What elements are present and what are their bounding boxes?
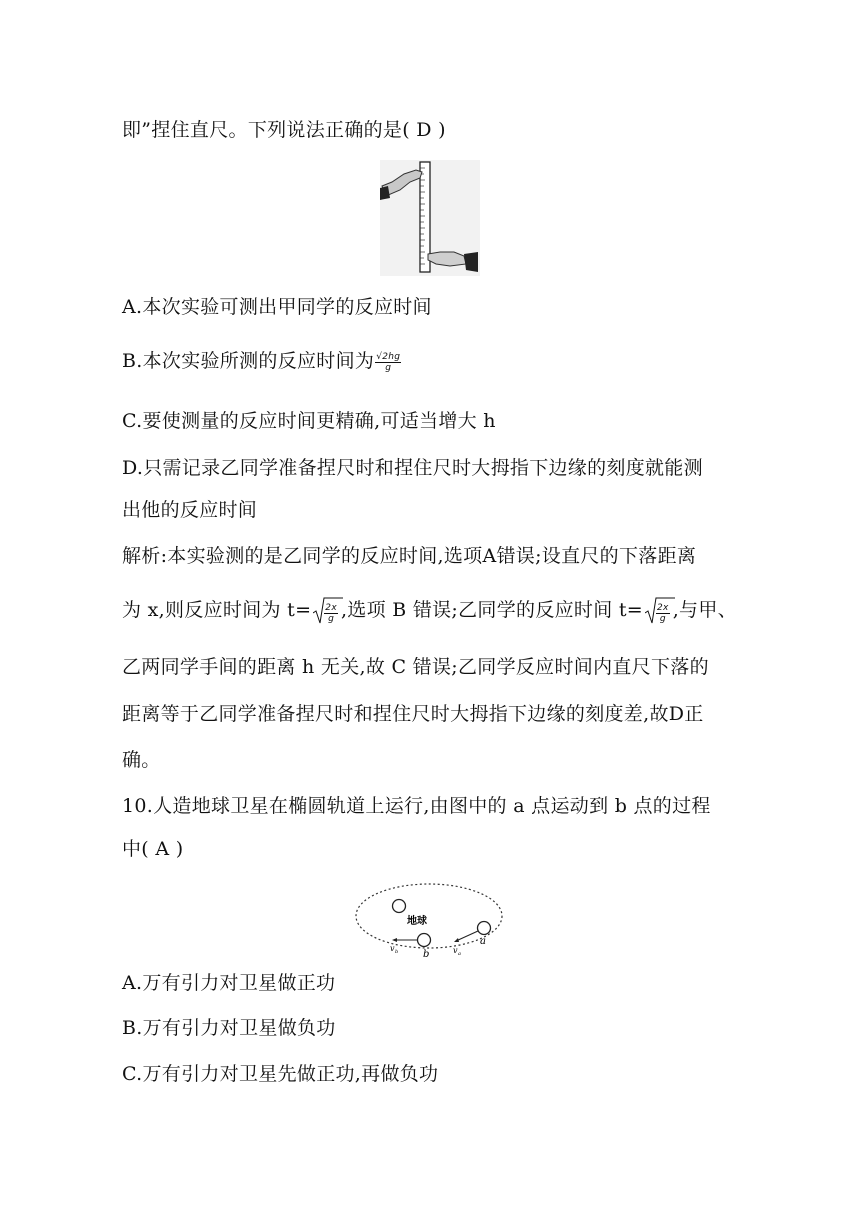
- explanation-line3: 乙两同学手间的距离 h 无关,故 C 错误;乙同学反应时间内直尺下落的: [122, 656, 709, 678]
- question-10-line2: 中( A ): [122, 838, 184, 860]
- q10-option-a: A.万有引力对卫星做正功: [122, 972, 336, 994]
- q10-option-b: B.万有引力对卫星做负功: [122, 1017, 336, 1039]
- sqrt-formula-2: [645, 597, 671, 625]
- option-b-text: B.本次实验所测的反应时间为: [122, 350, 375, 372]
- option-a: A.本次实验可测出甲同学的反应时间: [122, 296, 432, 318]
- explanation-line2-part2: ,选项 B 错误;乙同学的反应时间 t=: [340, 599, 644, 621]
- option-b-formula-numerator: √2hg: [376, 351, 401, 362]
- velocity-arrowhead-b: [392, 938, 397, 942]
- question-9-tail: 即”捏住直尺。下列说法正确的是( D ): [122, 119, 446, 141]
- velocity-arrowhead-a: [454, 938, 459, 942]
- explanation-line2-part1: 为 x,则反应时间为 t=: [122, 599, 312, 621]
- option-d-line2: 出他的反应时间: [122, 499, 258, 521]
- formula-2-fraction: [656, 603, 670, 624]
- ruler-figure: [380, 160, 480, 276]
- velocity-a-subscript: a: [458, 951, 461, 957]
- option-c: C.要使测量的反应时间更精确,可适当增大 h: [122, 410, 496, 432]
- explanation-line2-part3: ,与甲、: [672, 599, 737, 621]
- velocity-b-label: v: [390, 944, 395, 953]
- formula-1-numerator: 2x: [325, 602, 337, 613]
- point-b-label: b: [423, 949, 430, 960]
- q10-option-c: C.万有引力对卫星先做正功,再做负功: [122, 1063, 439, 1085]
- satellite-at-b: [418, 934, 431, 947]
- formula-2-denominator: g: [659, 613, 666, 624]
- explanation-line2: [122, 597, 737, 625]
- earth-circle: [393, 900, 406, 913]
- earth-label: 地球: [407, 916, 427, 927]
- satellite-at-a: [478, 922, 491, 935]
- formula-2-numerator: 2x: [657, 602, 669, 613]
- velocity-arrow-a: [456, 931, 478, 941]
- question-10-line1: 10.人造地球卫星在椭圆轨道上运行,由图中的 a 点运动到 b 点的过程: [122, 795, 711, 817]
- explanation-line5: 确。: [122, 749, 161, 771]
- option-b-formula-denominator: g: [385, 362, 392, 373]
- ruler-hands-illustration: [380, 160, 480, 276]
- orbit-figure: [352, 878, 506, 960]
- sqrt-formula-1: [313, 597, 339, 625]
- formula-1-fraction: [324, 603, 338, 624]
- option-d-line1: D.只需记录乙同学准备捏尺时和捏住尺时大拇指下边缘的刻度就能测: [122, 457, 703, 479]
- explanation-line1: 解析:本实验测的是乙同学的反应时间,选项A错误;设直尺的下落距离: [122, 545, 697, 567]
- formula-1-denominator: g: [328, 613, 335, 624]
- option-b: [122, 349, 402, 373]
- point-a-label: a: [480, 936, 486, 947]
- velocity-b-subscript: b: [395, 949, 399, 955]
- option-b-formula: [375, 352, 401, 373]
- orbit-diagram: [352, 878, 506, 960]
- velocity-a-label: v: [453, 946, 458, 955]
- explanation-line4: 距离等于乙同学准备捏尺时和捏住尺时大拇指下边缘的刻度差,故D正: [122, 703, 704, 725]
